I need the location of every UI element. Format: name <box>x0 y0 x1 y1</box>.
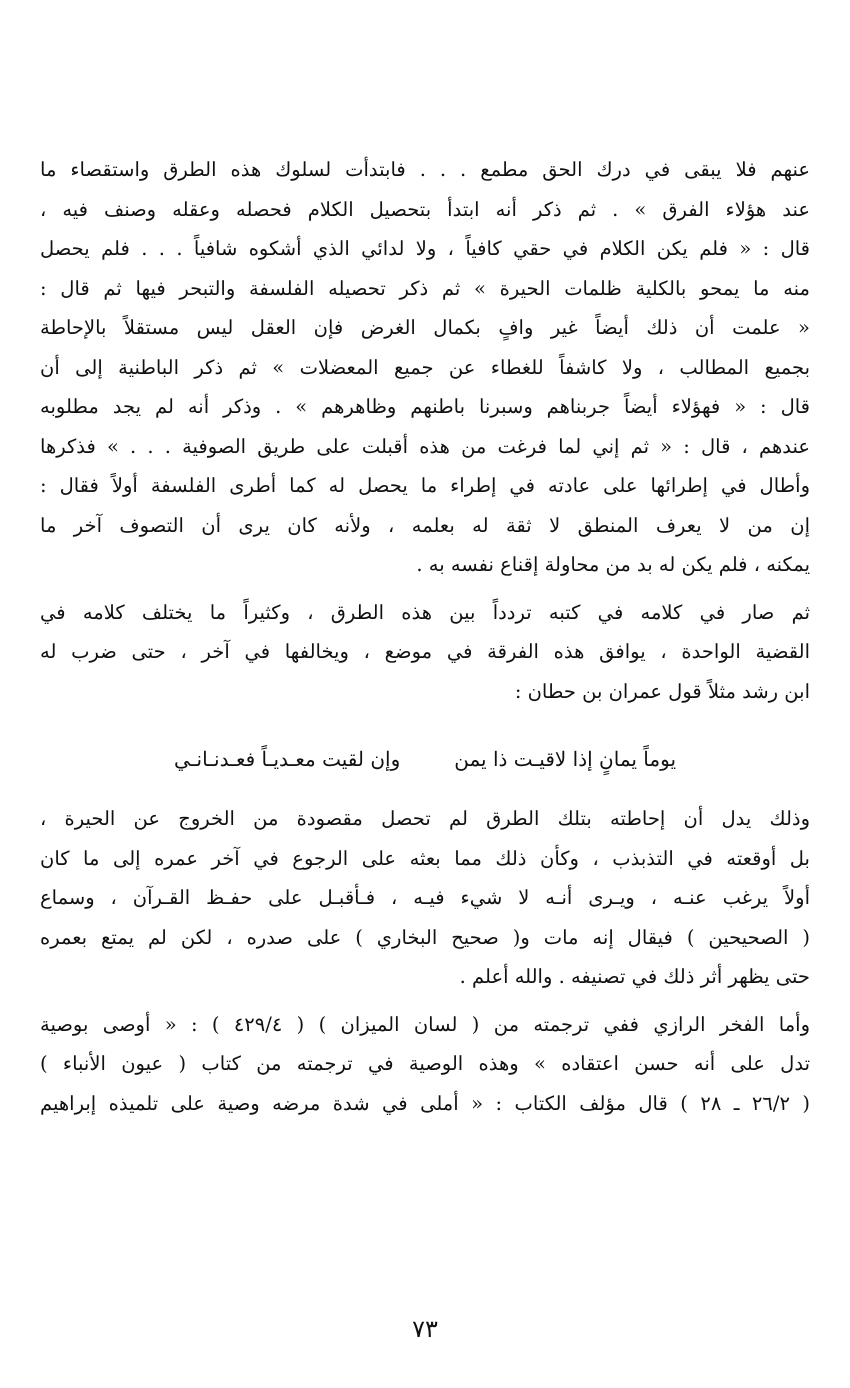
paragraph-2 <box>40 593 810 712</box>
text-line: يمكنه ، فلم يكن له بد من محاولة إقناع نفسه به . <box>416 553 810 576</box>
verse-second-hemistich: وإن لقيت معـديـاً فعـدنـانـي <box>173 747 401 771</box>
text-line: القضية الواحدة ، يوافق هذه الفرقة في موضع ، ويخالفها في آخر ، حتى ضرب له <box>40 640 810 663</box>
paragraph-4 <box>40 1005 810 1124</box>
text-line: عنهم فلا يبقى في درك الحق مطمع . . . فابتدأت لسلوك هذه الطرق واستقصاء ما <box>40 158 810 181</box>
text-line: عندهم ، قال : « ثم إني لما فرغت من هذه أقبلت على طريق الصوفية . . . » فذكرها <box>40 434 810 458</box>
text-line: أولاً يرغب عنـه ، ويـرى أنـه لا شيء فيـه ، فـأقبـل على حفـظ القـرآن ، وسماع <box>40 886 810 909</box>
text-line: « علمت أن ذلك أيضاً غير وافٍ بكمال الغرض فإن العقل ليس مستقلاً بالإحاطة <box>40 316 810 339</box>
paragraph-1 <box>40 150 810 585</box>
text-line: ( الصحيحين ) فيقال إنه مات و( صحيح البخاري ) على صدره ، لكن لم يمتع بعمره <box>40 925 810 949</box>
text-line: حتى يظهر أثر ذلك في تصنيفه . والله أعلم . <box>459 965 810 988</box>
text-line: قال : « فلم يكن الكلام في حقي كافياً ، ولا لدائي الذي أشكوه شافياً . . . فلم يحصل <box>40 237 810 260</box>
text-line: وذلك يدل أن إحاطته بتلك الطرق لم تحصل مقصودة من الخروج عن الحيرة ، <box>40 807 810 830</box>
paragraph-3 <box>40 799 810 997</box>
text-line: قال : « فهؤلاء أيضاً جربناهم وسبرنا باطنهم وظاهرهم » . وذكر أنه لم يجد مطلوبه <box>40 395 810 418</box>
page-number: ٧٣ <box>412 1315 438 1343</box>
text-line: وأما الفخر الرازي ففي ترجمته من ( لسان الميزان ) ( ٤٢٩/٤ ) : « أوصى بوصية <box>40 1012 810 1036</box>
text-line: بل أوقعته في التذبذب ، وكأن ذلك مما بعثه على الرجوع في آخر عمره إلى ما كان <box>40 846 810 870</box>
text-line: ( ٢٦/٢ ـ ٢٨ ) قال مؤلف الكتاب : « أملى في شدة مرضه وصية على تلميذه إبراهيم <box>40 1091 810 1115</box>
page-body <box>40 150 810 1123</box>
text-line: عند هؤلاء الفرق » . ثم ذكر أنه ابتدأ بتحصيل الكلام فحصله وعقله وصنف فيه ، <box>40 197 810 221</box>
verse-first-hemistich: يوماً يمانٍ إذا لاقيـت ذا يمن <box>454 747 677 771</box>
text-line: إن من لا يعرف المنطق لا ثقة له بعلمه ، ولأنه كان يرى أن التصوف آخر ما <box>40 513 810 537</box>
text-line: ابن رشد مثلاً قول عمران بن حطان : <box>514 679 810 703</box>
text-line: ثم صار في كلامه في كتبه تردداً بين هذه الطرق ، وكثيراً ما يختلف كلامه في <box>40 600 810 624</box>
text-line: وأطال في إطرائها على عادته في إطراء ما يحصل له كما أطرى الفلسفة أولاً فقال : <box>40 474 810 497</box>
text-line: تدل على أنه حسن اعتقاده » وهذه الوصية في ترجمته من كتاب ( عيون الأنباء ) <box>40 1052 810 1075</box>
text-line: بجميع المطالب ، ولا كاشفاً للغطاء عن جميع المعضلات » ثم ذكر الباطنية إلى أن <box>40 355 810 379</box>
text-line: منه ما يمحو بالكلية ظلمات الحيرة » ثم ذكر تحصيله الفلسفة والتبحر فيها ثم قال : <box>40 276 810 300</box>
poetry-verse <box>40 739 810 779</box>
